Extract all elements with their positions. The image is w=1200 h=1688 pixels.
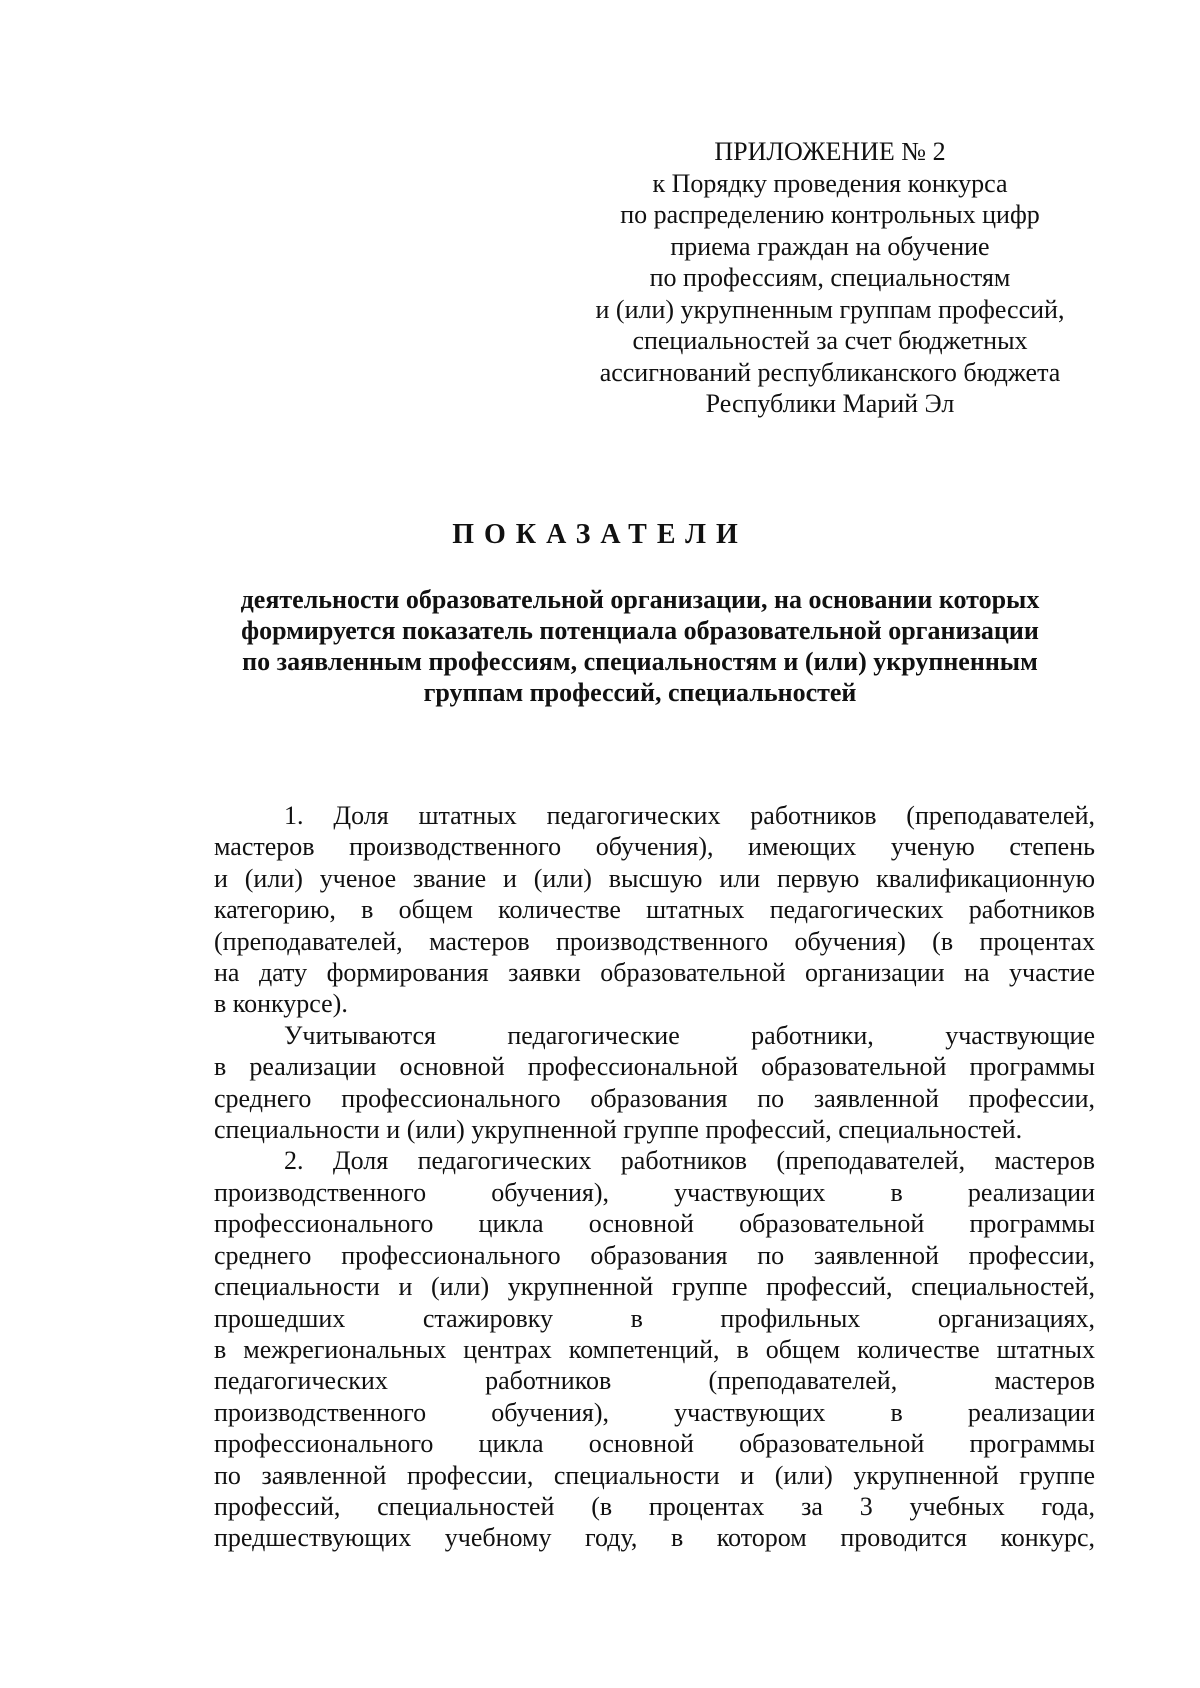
subtitle-line: деятельности образовательной организации, на основании которых: [240, 585, 1040, 614]
body-line: 2. Доля педагогических работников (преподавателей, мастеров: [284, 1146, 1095, 1176]
body-line: предшествующих учебному году, в котором проводится конкурс,: [214, 1523, 1095, 1553]
body-line: производственного обучения), участвующих в реализации: [214, 1177, 1095, 1207]
body-line: среднего профессионального образования по заявленной профессии,: [214, 1083, 1095, 1113]
document-title: ПОКАЗАТЕЛИ: [452, 519, 748, 550]
body-line: (преподавателей, мастеров производственного обучения) (в процентах: [214, 926, 1095, 956]
body-line: педагогических работников (преподавателей, мастеров: [214, 1366, 1095, 1396]
body-line: среднего профессионального образования по заявленной профессии,: [214, 1240, 1095, 1270]
subtitle-line: группам профессий, специальностей: [423, 678, 857, 707]
appendix-line: к Порядку проведения конкурса: [652, 168, 1008, 198]
body-line: на дату формирования заявки образовательной организации на участие: [214, 958, 1095, 988]
body-line: профессионального цикла основной образовательной программы: [214, 1429, 1095, 1459]
body-line: профессий, специальностей (в процентах за 3 учебных года,: [214, 1491, 1095, 1521]
appendix-line: по профессиям, специальностям: [649, 263, 1011, 292]
appendix-line: по распределению контрольных цифр: [620, 200, 1040, 229]
body-line: производственного обучения), участвующих в реализации: [214, 1397, 1095, 1427]
appendix-line: и (или) укрупненным группам профессий,: [595, 294, 1065, 324]
body-line: в конкурсе).: [214, 989, 348, 1019]
body-line: Учитываются педагогические работники, участвующие: [284, 1020, 1095, 1050]
body-line: по заявленной профессии, специальности и (или) укрупненной группе: [214, 1460, 1095, 1490]
body-line: 1. Доля штатных педагогических работников (преподавателей,: [284, 801, 1095, 830]
appendix-line: ПРИЛОЖЕНИЕ № 2: [714, 137, 946, 166]
body-line: в межрегиональных центрах компетенций, в общем количестве штатных: [214, 1334, 1095, 1364]
body-line: прошедших стажировку в профильных организациях,: [214, 1303, 1095, 1333]
subtitle-line: по заявленным профессиям, специальностям и (или) укрупненным: [242, 647, 1038, 676]
body-line: специальности и (или) укрупненной группе профессий, специальностей.: [214, 1115, 1023, 1145]
appendix-line: приема граждан на обучение: [670, 231, 990, 261]
document-body: [214, 800, 1095, 1554]
body-line: категорию, в общем количестве штатных педагогических работников: [214, 895, 1095, 925]
appendix-line: ассигнований республиканского бюджета: [599, 357, 1061, 387]
body-line: профессионального цикла основной образовательной программы: [214, 1209, 1095, 1239]
body-line: и (или) ученое звание и (или) высшую или первую квалификационную: [214, 863, 1095, 893]
appendix-header: [560, 136, 1100, 420]
appendix-line: специальностей за счет бюджетных: [632, 326, 1028, 355]
appendix-line: Республики Марий Эл: [705, 389, 955, 418]
body-line: мастеров производственного обучения), имеющих ученую степень: [214, 832, 1095, 862]
body-line: в реализации основной профессиональной образовательной программы: [214, 1052, 1095, 1082]
document-subtitle: [200, 584, 1080, 708]
subtitle-line: формируется показатель потенциала образовательной организации: [241, 616, 1039, 645]
body-line: специальности и (или) укрупненной группе профессий, специальностей,: [214, 1272, 1095, 1302]
